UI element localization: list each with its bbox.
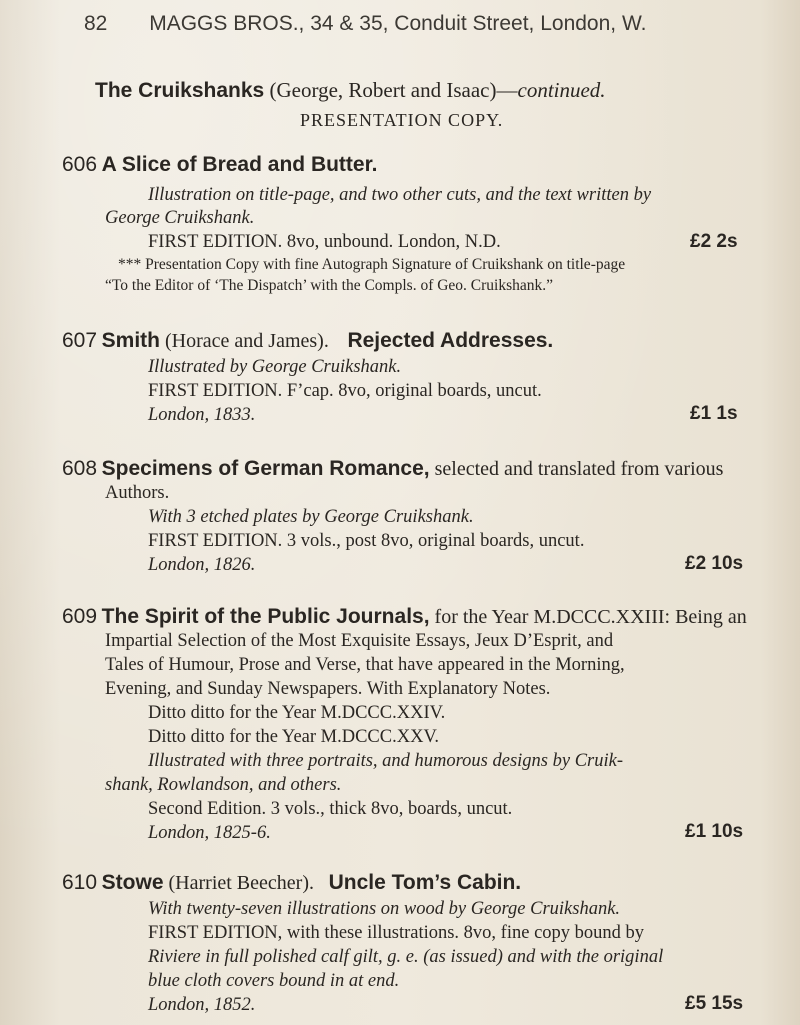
- entry-line: Ditto ditto for the Year M.DCCC.XXIV.: [148, 703, 446, 723]
- entry-line: George Cruikshank.: [105, 208, 255, 228]
- section-heading-name: The Cruikshanks: [95, 79, 265, 102]
- entry-title: The Spirit of the Public Journals,: [101, 605, 430, 628]
- entry-author-detail: (Horace and James).: [160, 330, 329, 352]
- entry-line: Evening, and Sunday Newspapers. With Explanatory Notes.: [105, 679, 551, 699]
- entry-author: Smith: [101, 329, 161, 352]
- section-subheading: PRESENTATION COPY.: [300, 110, 504, 130]
- entry-title: Specimens of German Romance,: [101, 457, 430, 480]
- entry-line: Second Edition. 3 vols., thick 8vo, boards, uncut.: [148, 799, 513, 819]
- entry-line: Riviere in full polished calf gilt, g. e. (as issued) and with the original: [148, 947, 664, 967]
- entry-line: blue cloth covers bound in at end.: [148, 971, 400, 991]
- entry-line: With 3 etched plates by George Cruikshank.: [148, 507, 474, 527]
- section-heading-rest: (George, Robert and Isaac)—: [264, 78, 518, 102]
- entry-number: 608: [62, 457, 98, 480]
- entry-line: *** Presentation Copy with fine Autograph Signature of Cruikshank on title-page: [118, 256, 626, 273]
- entry-line: FIRST EDITION. 3 vols., post 8vo, original boards, uncut.: [148, 531, 585, 551]
- entry-title: Rejected Addresses.: [347, 329, 554, 352]
- entry-author-detail: (Harriet Beecher).: [163, 872, 314, 894]
- entry-title-detail: selected and translated from various: [429, 458, 724, 480]
- entry-author: Stowe: [101, 871, 164, 894]
- entry-line: shank, Rowlandson, and others.: [105, 775, 342, 795]
- entry-line: London, 1833.: [148, 405, 256, 425]
- entry-price: £1 10s: [685, 821, 744, 842]
- entry-price: £2 2s: [690, 231, 738, 252]
- entry-line: London, 1852.: [148, 995, 256, 1015]
- section-heading: [95, 78, 606, 103]
- entry-line: Illustrated by George Cruikshank.: [148, 357, 402, 377]
- page-number: 82: [84, 12, 108, 35]
- entry-number: 610: [62, 871, 98, 894]
- entry-title: A Slice of Bread and Butter.: [101, 153, 378, 176]
- entry-price: £2 10s: [685, 553, 744, 574]
- entry-line: FIRST EDITION. 8vo, unbound. London, N.D.: [148, 232, 501, 252]
- entry-line: FIRST EDITION, with these illustrations. 8vo, fine copy bound by: [148, 923, 645, 943]
- entry-line: Impartial Selection of the Most Exquisite Essays, Jeux D’Esprit, and: [105, 631, 614, 651]
- running-head: MAGGS BROS., 34 & 35, Conduit Street, London, W.: [149, 12, 647, 35]
- entry-line: London, 1825-6.: [148, 823, 271, 843]
- entry-number: 606: [62, 153, 98, 176]
- entry-line: Authors.: [105, 483, 170, 503]
- section-heading-continued: continued.: [517, 78, 606, 102]
- entry-title-detail: for the Year M.DCCC.XXIII: Being an: [429, 606, 747, 628]
- entry-line: Illustration on title-page, and two other cuts, and the text written by: [148, 185, 652, 205]
- entry-line: Illustrated with three portraits, and humorous designs by Cruik-: [148, 751, 624, 771]
- entry-number: 609: [62, 605, 98, 628]
- entry-line: “To the Editor of ‘The Dispatch’ with the Compls. of Geo. Cruikshank.”: [105, 277, 554, 294]
- entry-price: £5 15s: [685, 993, 744, 1014]
- entry-line: FIRST EDITION. F’cap. 8vo, original boards, uncut.: [148, 381, 542, 401]
- entry-line: With twenty-seven illustrations on wood by George Cruikshank.: [148, 899, 621, 919]
- entry-line: Ditto ditto for the Year M.DCCC.XXV.: [148, 727, 440, 747]
- running-header: [84, 12, 784, 36]
- entry-price: £1 1s: [690, 403, 738, 424]
- entry-number: 607: [62, 329, 98, 352]
- entry-line: London, 1826.: [148, 555, 256, 575]
- entry-title: Uncle Tom’s Cabin.: [328, 871, 522, 894]
- entry-line: Tales of Humour, Prose and Verse, that have appeared in the Morning,: [105, 655, 625, 675]
